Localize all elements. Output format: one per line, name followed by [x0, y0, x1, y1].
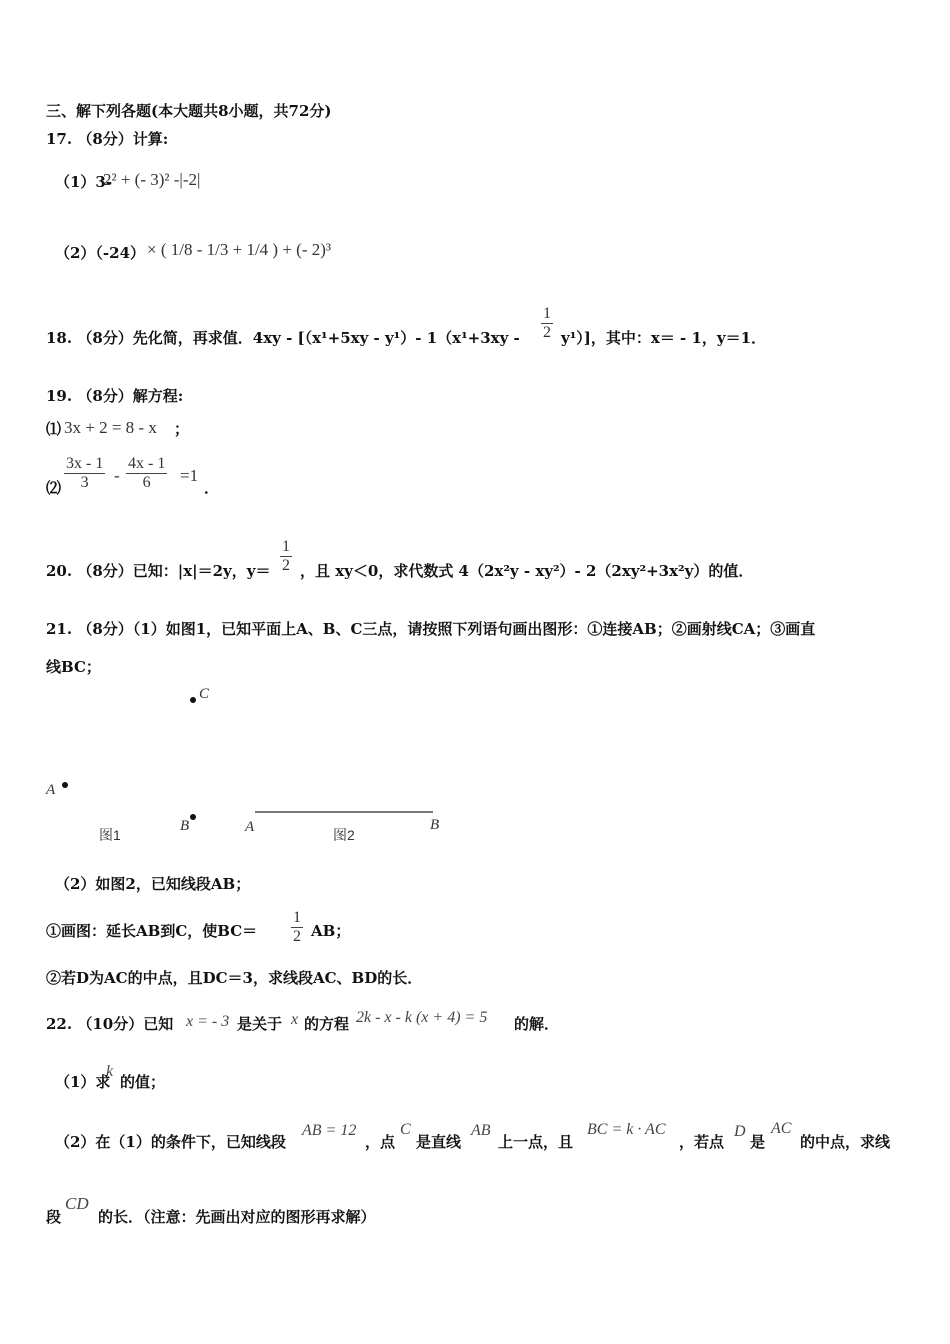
q19-p1-label: ⑴	[46, 420, 62, 438]
q19-p2-eq: =1	[180, 466, 199, 485]
q22-m1: x = - 3	[186, 1013, 230, 1030]
q20-text-b: ，且 xy＜0，求代数式 4（2x²y - xy²）- 2（2xy²+3x²y）的值．	[300, 562, 754, 580]
q17-p2-label: （2）（-24）	[55, 244, 146, 262]
q22-p2-m4: BC = k · AC	[587, 1121, 666, 1138]
q18-fraction	[541, 305, 553, 342]
q22-t3: 的方程	[304, 1015, 350, 1033]
q21-p2-fraction	[291, 909, 303, 946]
q22-p1-k: k	[106, 1063, 114, 1080]
q22-p2-m3: AB	[471, 1122, 491, 1139]
q19-p2-minus: -	[114, 466, 120, 485]
q17-p1-label: （1）3-	[55, 173, 113, 191]
q22-p2-m5: D	[734, 1123, 746, 1140]
q22-p2-f: 是	[750, 1133, 766, 1151]
q18-frac-den: 2	[543, 324, 551, 341]
point-c-dot	[190, 697, 196, 703]
q21-p2-i1-a: ①画图：延长AB到C，使BC＝	[46, 922, 258, 940]
q19-p2-num1: 3x - 1	[66, 455, 104, 472]
point-b-label: B	[180, 818, 190, 834]
fig2-caption: 图2	[333, 827, 355, 843]
q21-p2-head: （2）如图2，已知线段AB；	[55, 875, 251, 893]
q22-p2-b: ，点	[365, 1133, 396, 1151]
q22-p2-m2: C	[400, 1121, 411, 1138]
q22-p1-b: 的值；	[120, 1073, 166, 1091]
q19-p2-den1: 3	[80, 474, 89, 491]
q19-p2-den2: 6	[142, 474, 151, 491]
q22-p2-m7: CD	[65, 1194, 89, 1213]
q19-p2-end: ．	[204, 479, 220, 497]
q22-p2-a: （2）在（1）的条件下，已知线段	[55, 1133, 286, 1151]
point-a-dot	[62, 782, 68, 788]
q20-frac-den: 2	[282, 557, 290, 574]
q19-p2-frac1	[64, 455, 105, 492]
q22-p2-m6: AC	[771, 1120, 792, 1137]
segment-ab	[255, 811, 433, 813]
q18-text-b: y¹）]，其中：x＝ - 1，y＝1．	[561, 329, 767, 347]
q21-p2-i2: ②若D为AC的中点，且DC＝3，求线段AC、BD的长．	[46, 969, 423, 987]
q17-p2-math: × ( 1/8 - 1/3 + 1/4 ) + (- 2)³	[147, 240, 331, 259]
segment-b-label: B	[430, 817, 440, 833]
q22-p2-line2-a: 段	[46, 1208, 62, 1226]
q20-frac-num: 1	[282, 538, 290, 555]
q18-frac-num: 1	[543, 305, 551, 322]
q22-p1-a: （1）求	[55, 1073, 111, 1091]
q19-head: 19. （8分）解方程:	[46, 387, 184, 405]
q20-text-a: 20. （8分）已知：|x|＝2y，y＝	[46, 562, 271, 580]
q17-p1-math: 2² + (- 3)² -|-2|	[103, 170, 201, 189]
q22-p2-m1: AB = 12	[302, 1122, 357, 1139]
q19-p1-end: ；	[174, 420, 190, 438]
q22-p2-line2-b: 的长．（注意：先画出对应的图形再求解）	[98, 1208, 376, 1226]
q21-line1: 21. （8分）（1）如图1，已知平面上A、B、C三点，请按照下列语句画出图形：①连接AB；②画射线CA；③画直	[46, 620, 816, 638]
q22-m3: 2k - x - k (x + 4) = 5	[356, 1009, 488, 1026]
q19-p2-num2: 4x - 1	[128, 455, 166, 472]
section-title: 三、解下列各题(本大题共8小题，共72分)	[46, 102, 332, 120]
q18-text-a: 18. （8分）先化简，再求值．4xy - [（x¹+5xy - y¹）- 1（x¹+3xy -	[46, 329, 520, 347]
point-b-dot	[190, 814, 196, 820]
q21-p2-i1-b: AB；	[311, 922, 351, 940]
q22-t2: 是关于	[237, 1015, 283, 1033]
q22-p2-c: 是直线	[416, 1133, 462, 1151]
point-c-label: C	[199, 686, 210, 702]
q21-line2: 线BC；	[46, 658, 101, 676]
q19-p2-label: ⑵	[46, 479, 62, 497]
fig1-caption: 图1	[99, 827, 121, 843]
q22-p2-e: ，若点	[679, 1133, 725, 1151]
q20-fraction	[280, 538, 292, 575]
point-a-label: A	[46, 782, 56, 798]
q19-p1-math: 3x + 2 = 8 - x	[64, 418, 157, 437]
q22-m2: x	[291, 1011, 299, 1028]
q22-p2-g: 的中点，求线	[800, 1133, 891, 1151]
q22-t4: 的解．	[514, 1015, 560, 1033]
q21-p2-frac-num: 1	[293, 909, 301, 926]
segment-a-label: A	[245, 819, 255, 835]
q17-head: 17. （8分）计算:	[46, 130, 169, 148]
q21-p2-frac-den: 2	[293, 928, 301, 945]
q22-t1: 22. （10分）已知	[46, 1015, 174, 1033]
q22-p2-d: 上一点，且	[498, 1133, 574, 1151]
q19-p2-frac2	[126, 455, 167, 492]
